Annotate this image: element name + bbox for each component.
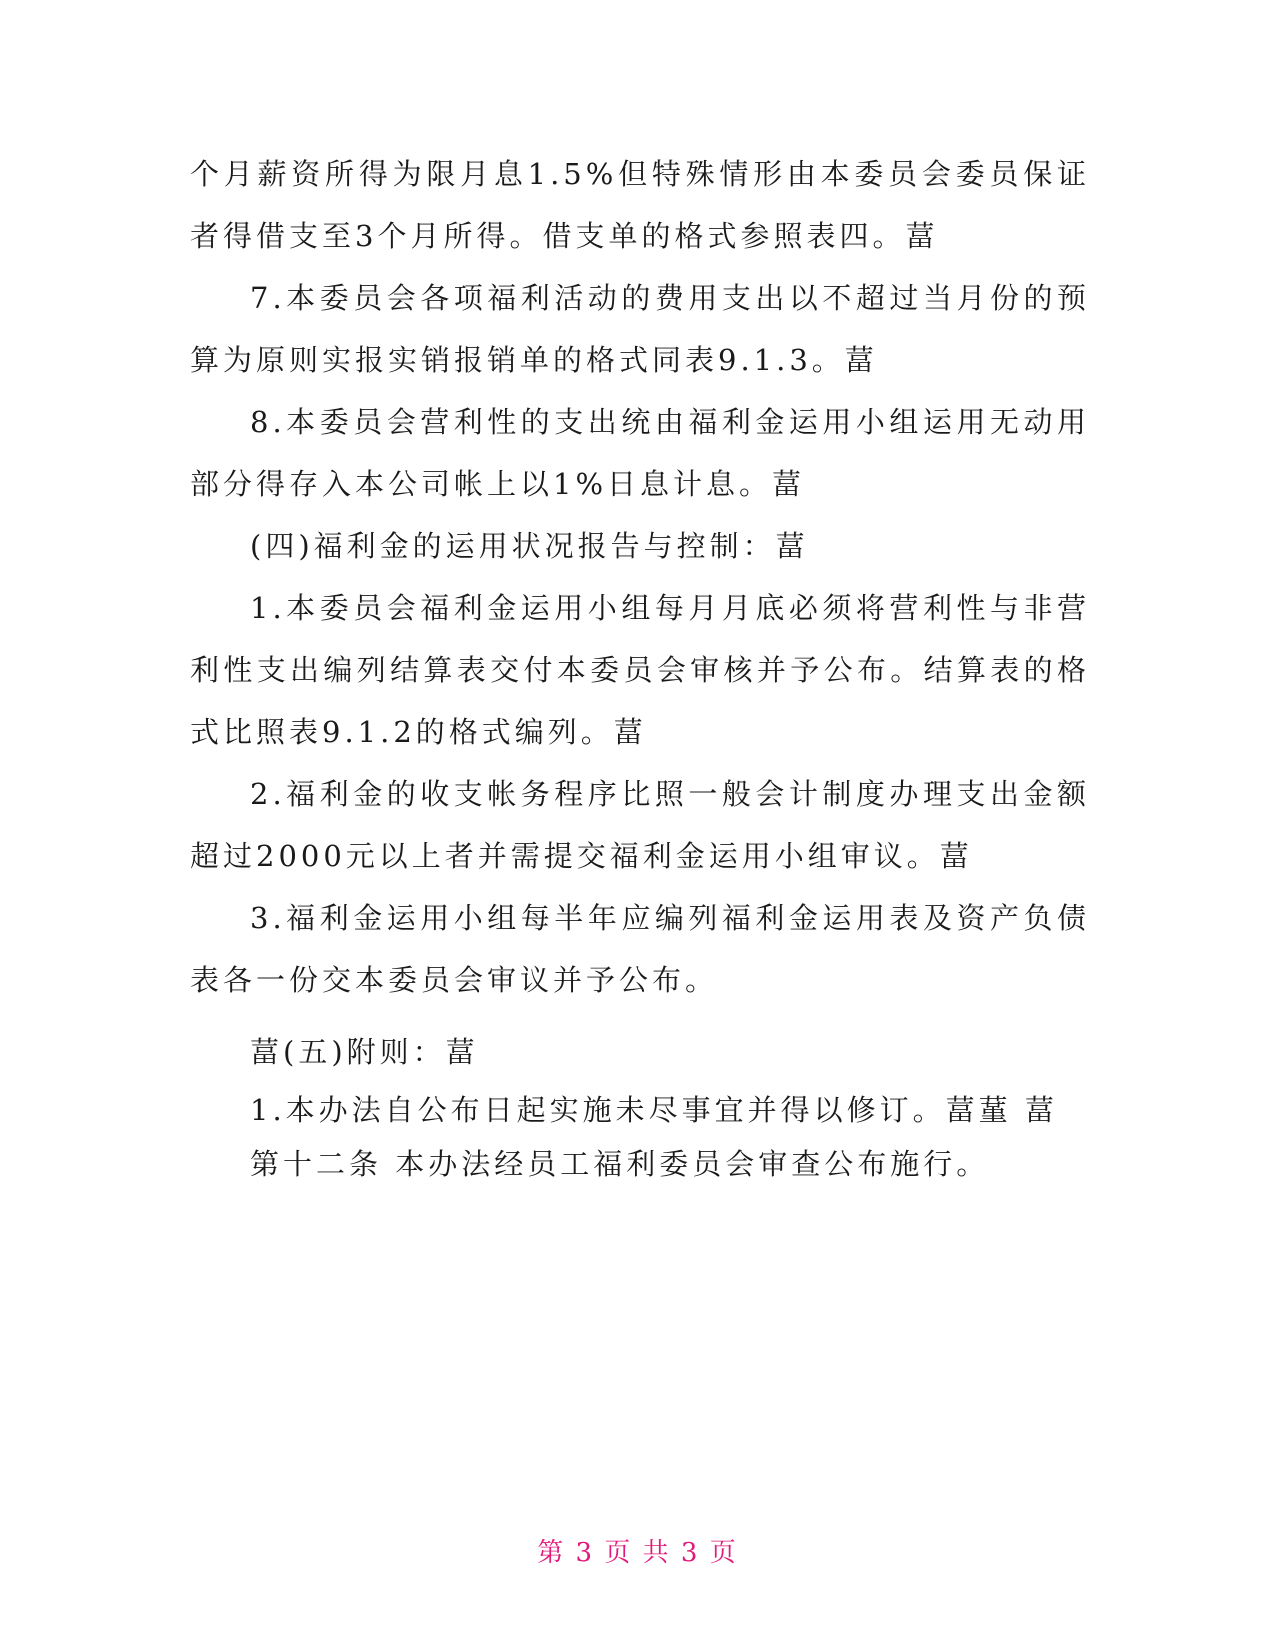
page-number-footer: 第 3 页 共 3 页 [537,1538,738,1568]
paragraph-loan-limit: 个月薪资所得为限月息1.5%但特殊情形由本委员会委员保证者得借支至3个月所得。借支单的格式参照表四。葍 [190,157,1090,253]
paragraph-article-12: 第十二条 本办法经员工福利委员会审查公布施行。 [250,1147,990,1181]
section-heading-4: (四)福利金的运用状况报告与控制：葍 [250,529,809,563]
document-body [190,143,1090,1191]
paragraph-item-7: 7.本委员会各项福利活动的费用支出以不超过当月份的预算为原则实报实销报销单的格式同表9.1.3。葍 [190,281,1090,377]
paragraph-item-3: 3.福利金运用小组每半年应编列福利金运用表及资产负债表各一份交本委员会审议并予公布。 [190,901,1090,997]
paragraph-item-8: 8.本委员会营利性的支出统由福利金运用小组运用无动用部分得存入本公司帐上以1%日息计息。葍 [190,405,1090,501]
paragraph-supplementary-1: 1.本办法自公布日起实施未尽事宜并得以修订。葍蓳 葍 [250,1093,1058,1127]
section-heading-5: 葍(五)附则：葍 [250,1035,479,1069]
paragraph-item-1: 1.本委员会福利金运用小组每月月底必须将营利性与非营利性支出编列结算表交付本委员会审核并予公布。结算表的格式比照表9.1.2的格式编列。葍 [190,591,1090,749]
paragraph-item-2: 2.福利金的收支帐务程序比照一般会计制度办理支出金额超过2000元以上者并需提交福利金运用小组审议。葍 [190,777,1090,873]
